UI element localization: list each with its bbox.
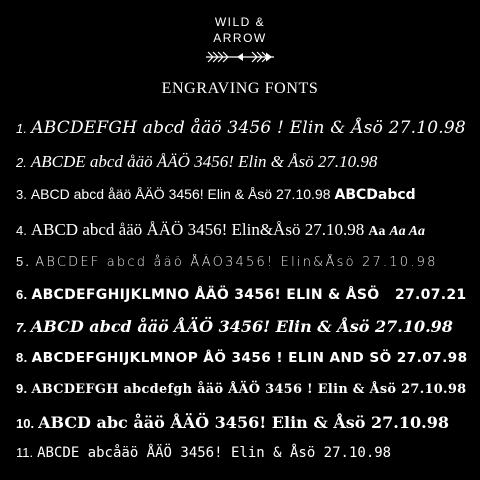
page-title: ENGRAVING FONTS	[161, 80, 319, 97]
sample-text: ABCD abcd åäö ÅÄÖ 3456! Elin&Åsö 27.10.98	[30, 220, 365, 239]
font-sample-9	[16, 381, 466, 397]
sample-number: 2.	[16, 155, 27, 170]
font-sample-8	[16, 350, 468, 366]
sample-number: 5.	[16, 254, 32, 269]
font-sample-2	[16, 152, 377, 172]
sample-text: ABCDEF abcd åäö ÅÄÖ3456! Elin&Åsö 27.10.98	[35, 255, 438, 270]
font-sample-7	[16, 317, 453, 336]
sample-number: 9.	[16, 381, 28, 396]
sample-text: ABCDE abcåäö ÅÄÖ 3456! Elin & Åsö 27.10.98	[37, 445, 392, 461]
sample-number: 7.	[16, 320, 27, 335]
arrow-icon	[204, 50, 276, 64]
sample-number: 3.	[16, 187, 27, 202]
sample-extra-italic: Aa Aa	[389, 224, 425, 239]
sample-number: 6.	[16, 287, 28, 302]
sample-number: 4.	[16, 223, 27, 238]
sample-extra: ABCDabcd	[334, 187, 416, 203]
sample-text: ABCD abcd åäö ÅÄÖ 3456! Elin & Åsö 27.10.98	[30, 186, 331, 202]
font-sample-3	[16, 186, 416, 203]
sample-text: ABCDEFGHIJKLMNO ÅÄÖ 3456! ELIN & ÅSÖ 27.07.21	[31, 287, 467, 303]
font-sample-6	[16, 287, 466, 303]
brand-logo	[0, 14, 480, 64]
sample-extra-bold: Aa	[368, 224, 386, 239]
sample-text: ABCDEFGHIJKLMNOP ÅÖ 3456 ! ELIN AND SÖ 27.07.98	[31, 350, 468, 366]
sample-text: ABCD abcd åäö ÅÄÖ 3456! Elin & Åsö 27.10.98	[30, 317, 453, 336]
font-sample-10	[16, 413, 449, 432]
sample-number: 11.	[16, 445, 34, 460]
sample-number: 1.	[16, 121, 28, 136]
sample-number: 10.	[16, 416, 35, 431]
sample-text: ABCD abc åäö ÅÄÖ 3456! Elin & Åsö 27.10.98	[38, 413, 449, 432]
font-sample-5	[16, 254, 438, 270]
sample-text: ABCDEFGH abcdefgh åäö ÅÄÖ 3456 ! Elin & Åsö 27.10.98	[31, 382, 467, 397]
font-sample-11	[16, 445, 391, 461]
sample-text: ABCDEFGH abcd åäö 3456 ! Elin & Åsö 27.10.98	[31, 118, 466, 138]
sample-number: 8.	[16, 350, 28, 365]
brand-line-1: WILD &	[214, 15, 266, 29]
sample-text: ABCDE abcd åäö ÅÄÖ 3456! Elin & Åsö 27.10.98	[30, 152, 378, 171]
font-sample-1	[16, 118, 466, 138]
font-sample-4	[16, 220, 425, 240]
brand-line-2: ARROW	[213, 31, 267, 45]
